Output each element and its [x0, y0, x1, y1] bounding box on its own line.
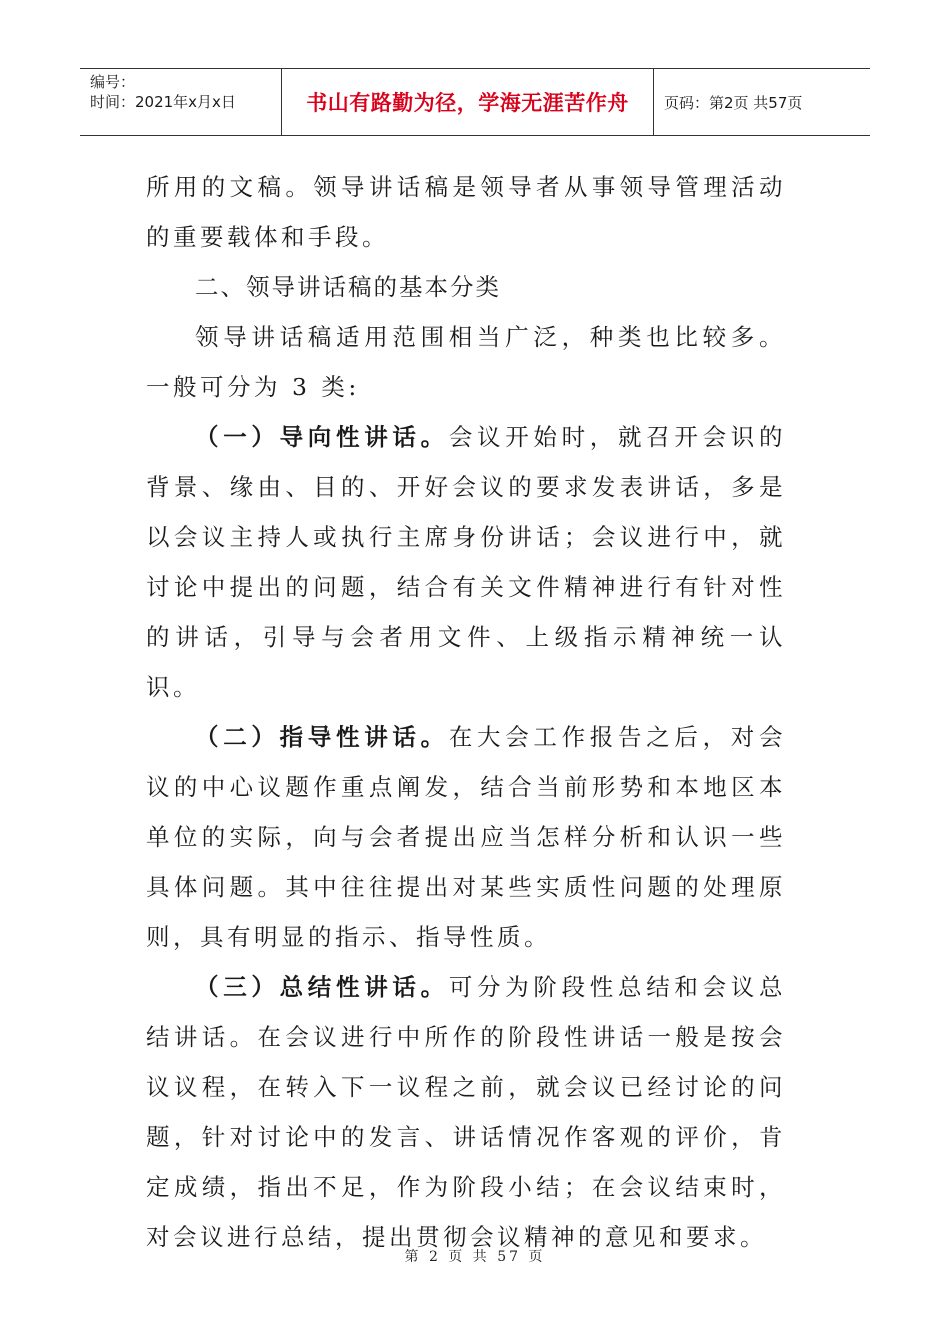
header-meta: [80, 69, 282, 135]
paragraph: 领导讲话稿适用范围相当广泛，种类也比较多。一般可分为 3 类:: [146, 323, 786, 401]
paragraph-text: 会议开始时，就召开会识的背景、缘由、目的、开好会议的要求发表讲话，多是以会议主持人或执行主席身份讲话；会议进行中，就讨论中提出的问题，结合有关文件精神进行有针对性的讲话，引导与会者用文件、上级指示精神统一认识。: [146, 423, 787, 701]
paragraph: 所用的文稿。领导讲话稿是领导者从事领导管理活动的重要载体和手段。: [146, 173, 786, 251]
page-header: [80, 68, 870, 136]
subsection-title: （二）指导性讲话。: [195, 723, 449, 751]
document-body: [146, 162, 786, 1262]
document-number-label: 编号：: [90, 73, 136, 91]
subsection-title: （三）总结性讲话。: [195, 973, 449, 1001]
header-page-info: 页码：第2页 共57页: [664, 93, 803, 112]
paragraph-guiding-speech: [146, 412, 786, 712]
page-footer: 第 2 页 共 57 页: [404, 1249, 546, 1265]
document-date: 时间：2021年x月x日: [90, 93, 236, 111]
section-heading: 二、领导讲话稿的基本分类: [195, 273, 501, 301]
paragraph-summary-speech: [146, 962, 786, 1262]
paragraph-directive-speech: [146, 712, 786, 962]
subsection-title: （一）导向性讲话。: [195, 423, 449, 451]
paragraph-text: 可分为阶段性总结和会议总结讲话。在会议进行中所作的阶段性讲话一般是按会议议程，在转入下一议程之前，就会议已经讨论的问题，针对讨论中的发言、讲话情况作客观的评价，肯定成绩，指出不足，作为阶段小结；在会议结束时，对会议进行总结，提出贯彻会议精神的意见和要求。: [146, 973, 787, 1251]
header-motto: 书山有路勤为径，学海无涯苦作舟: [282, 69, 654, 135]
paragraph-text: 在大会工作报告之后，对会议的中心议题作重点阐发，结合当前形势和本地区本单位的实际，向与会者提出应当怎样分析和认识一些具体问题。其中往往提出对某些实质性问题的处理原则，具有明显的指示、指导性质。: [146, 723, 787, 951]
